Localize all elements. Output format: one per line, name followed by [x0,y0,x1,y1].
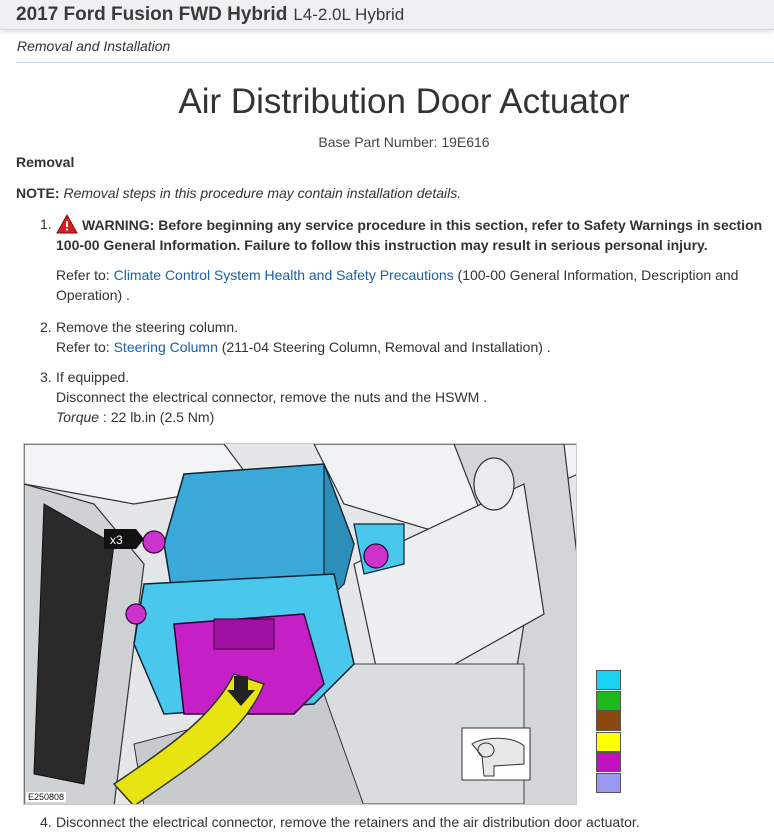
legend-swatch [596,670,621,690]
refer-prefix: Refer to: [56,339,110,355]
step-number: 2. [40,319,52,335]
breadcrumb[interactable]: Removal and Installation [17,38,171,54]
section-heading: Removal [16,154,75,170]
refer-line [56,265,772,305]
note [16,185,461,201]
callout-x3: x3 [110,533,123,547]
illustration-drawing [24,444,577,805]
color-legend [596,670,621,793]
torque-label: Torque [56,409,100,425]
page-title: Air Distribution Door Actuator [178,82,630,121]
legend-swatch [596,752,621,772]
step-text: Disconnect the electrical connector, remove the nuts and the HSWM . [56,389,488,405]
warning-block [56,214,772,255]
vehicle-title: 2017 Ford Fusion FWD Hybrid [16,3,288,25]
figure-caption: E250808 [28,792,65,802]
legend-swatch [596,691,621,711]
step-number: 1. [40,216,52,232]
divider [16,62,774,63]
step-text: Disconnect the electrical connector, remove the retainers and the air distribution door actuator. [56,814,640,830]
note-label: NOTE: [16,185,60,201]
warning-text: WARNING: Before beginning any service procedure in this section, refer to Safety Warnings in section 100-00 General Information. Failure to follow this instruction may result in serious personal injury. [56,217,763,253]
legend-swatch [596,732,621,752]
refer-suffix: (211-04 Steering Column, Removal and Installation) . [221,339,551,355]
engine-label: L4-2.0L Hybrid [293,4,405,24]
procedure-illustration [23,443,577,805]
refer-line [56,337,772,357]
warning-icon [56,214,78,234]
part-number: Base Part Number: 19E616 [318,134,490,150]
legend-swatch [596,773,621,793]
refer-suffix: (100-00 General Information, Description and Operation) . [56,267,739,303]
legend-swatch [596,711,621,731]
vehicle-header [0,0,774,30]
torque-spec [56,407,772,427]
step-text: If equipped. [56,369,130,385]
note-text: Removal steps in this procedure may contain installation details. [63,185,462,201]
step-number: 4. [40,814,52,830]
torque-value: : 22 lb.in (2.5 Nm) [102,409,215,425]
step-text: Remove the steering column. [56,319,239,335]
step-number: 3. [40,369,52,385]
refer-prefix: Refer to: [56,267,110,283]
steering-column-link[interactable]: Steering Column [113,339,218,355]
climate-safety-link[interactable]: Climate Control System Health and Safety Precautions [113,267,454,283]
